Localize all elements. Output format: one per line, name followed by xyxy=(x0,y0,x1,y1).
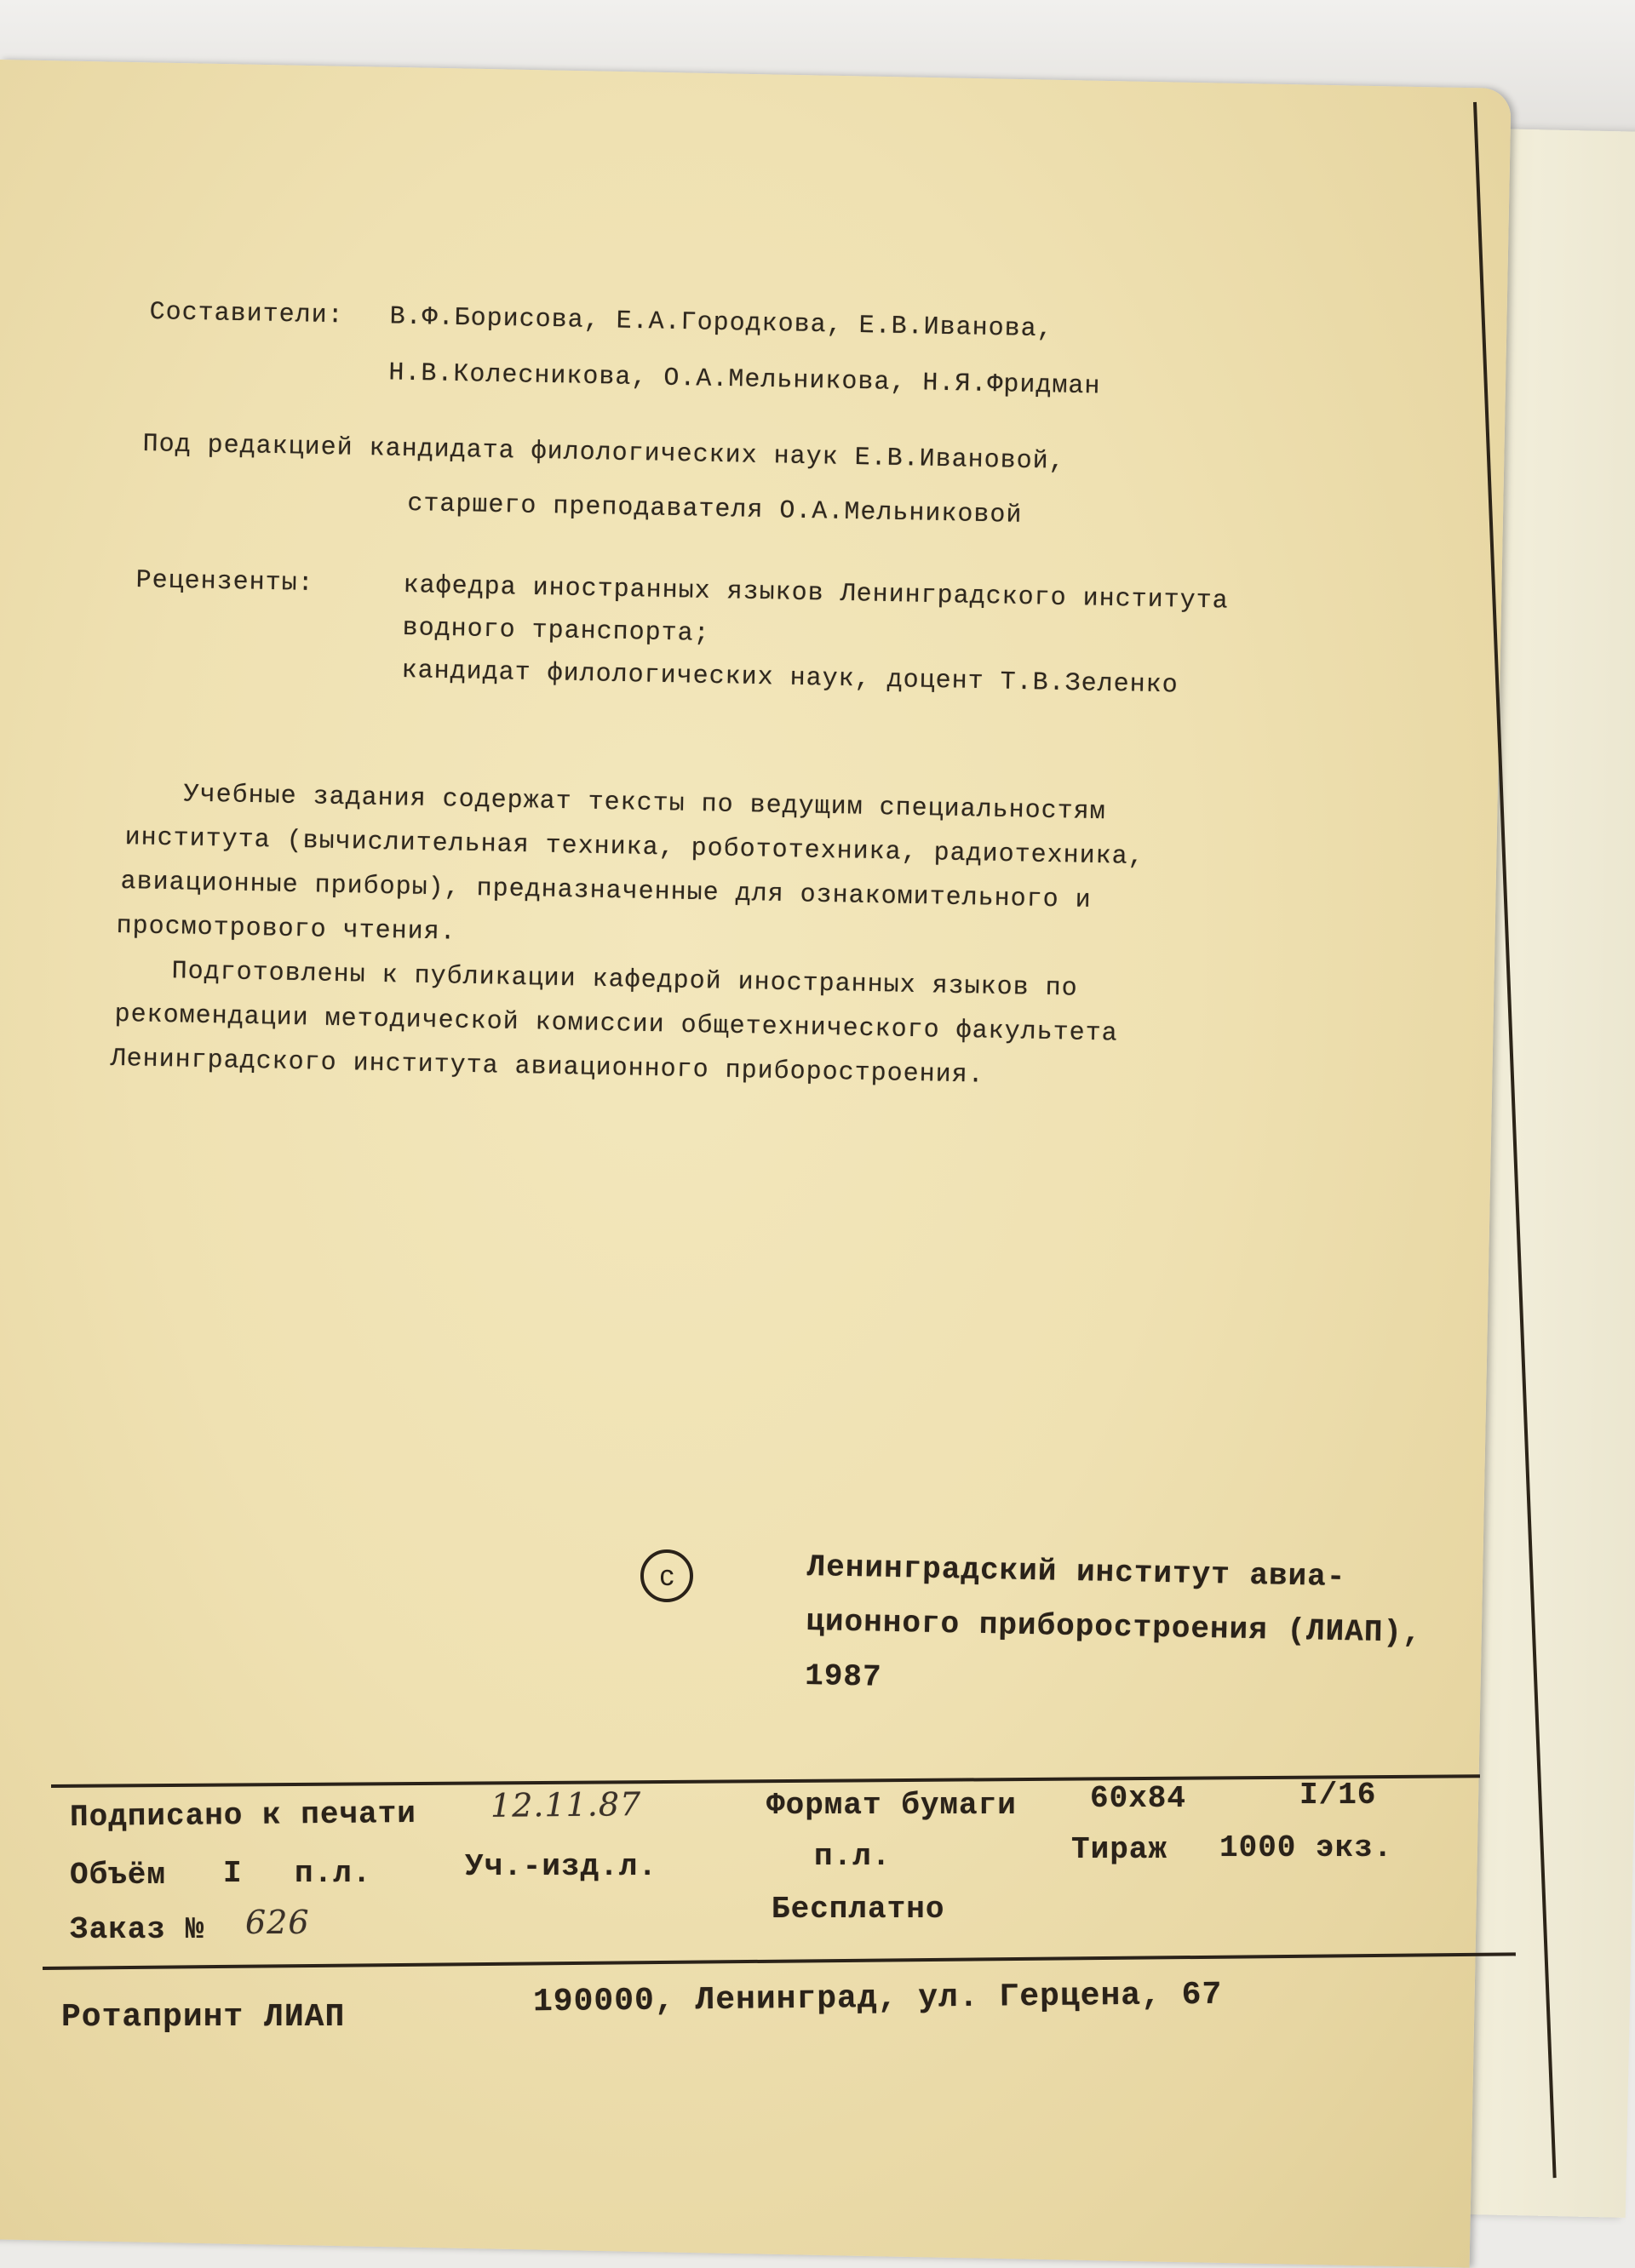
reviewers-line-2: водного транспорта; xyxy=(402,614,710,649)
format-label: Формат бумаги xyxy=(766,1788,1017,1823)
format-fraction: I/16 xyxy=(1299,1778,1377,1813)
signed-label: Подписано к печати xyxy=(69,1796,417,1836)
copyright-icon: c xyxy=(640,1549,693,1602)
volume-unit: п.л. xyxy=(295,1856,372,1891)
copyright-line-2: ционного приборостроения (ЛИАП), xyxy=(805,1603,1422,1651)
abstract-line: рекомендации методической комиссии общетехнического факультета xyxy=(114,999,1118,1049)
print-run-label: Тираж xyxy=(1071,1832,1168,1867)
abstract-line: авиационные приборы), предназначенные для ознакомительного и xyxy=(120,868,1092,915)
reviewers-line-1: кафедра иностранных языков Ленинградского института xyxy=(403,571,1229,616)
print-run-value: 1000 экз. xyxy=(1219,1830,1393,1865)
volume-value: I xyxy=(223,1856,243,1891)
order-label: Заказ № xyxy=(70,1912,205,1947)
price-text: Бесплатно xyxy=(772,1892,945,1927)
editors-line-2: старшего преподавателя О.А.Мельниковой xyxy=(407,489,1023,530)
signed-date: 12.11.87 xyxy=(490,1785,642,1824)
abstract-line: института (вычислительная техника, робототехника, радиотехника, xyxy=(124,823,1144,873)
abstract-line: Ленинградского института авиационного приборостроения. xyxy=(110,1044,984,1091)
edu-label: Уч.-изд.л. xyxy=(465,1849,658,1884)
abstract-line: просмотрового чтения. xyxy=(116,911,456,948)
press-address: 190000, Ленинград, ул. Герцена, 67 xyxy=(532,1976,1223,2021)
compilers-line-1: В.Ф.Борисова, Е.А.Городкова, Е.В.Иванова, xyxy=(389,302,1053,345)
copyright-line-1: Ленинградский институт авиа- xyxy=(806,1549,1346,1595)
format-value: 60x84 xyxy=(1090,1781,1187,1816)
compilers-label: Составители: xyxy=(149,298,345,331)
copyright-year: 1987 xyxy=(804,1658,882,1695)
compilers-line-2: Н.В.Колесникова, О.А.Мельникова, Н.Я.Фридман xyxy=(388,358,1101,402)
editors-line-1: Под редакцией кандидата филологических наук Е.В.Ивановой, xyxy=(142,430,1065,477)
edu-unit: п.л. xyxy=(814,1839,892,1874)
abstract-line: Подготовлены к публикации кафедрой иностранных языков по xyxy=(171,957,1078,1004)
press-name: Ротапринт ЛИАП xyxy=(61,1999,346,2036)
reviewers-label: Рецензенты: xyxy=(135,566,315,599)
order-number: 626 xyxy=(245,1904,310,1941)
volume-label: Объём xyxy=(70,1858,167,1893)
reviewers-line-3: кандидат филологических наук, доцент Т.В.Зеленко xyxy=(401,656,1179,701)
abstract-line: Учебные задания содержат тексты по ведущим специальностям xyxy=(183,780,1106,828)
